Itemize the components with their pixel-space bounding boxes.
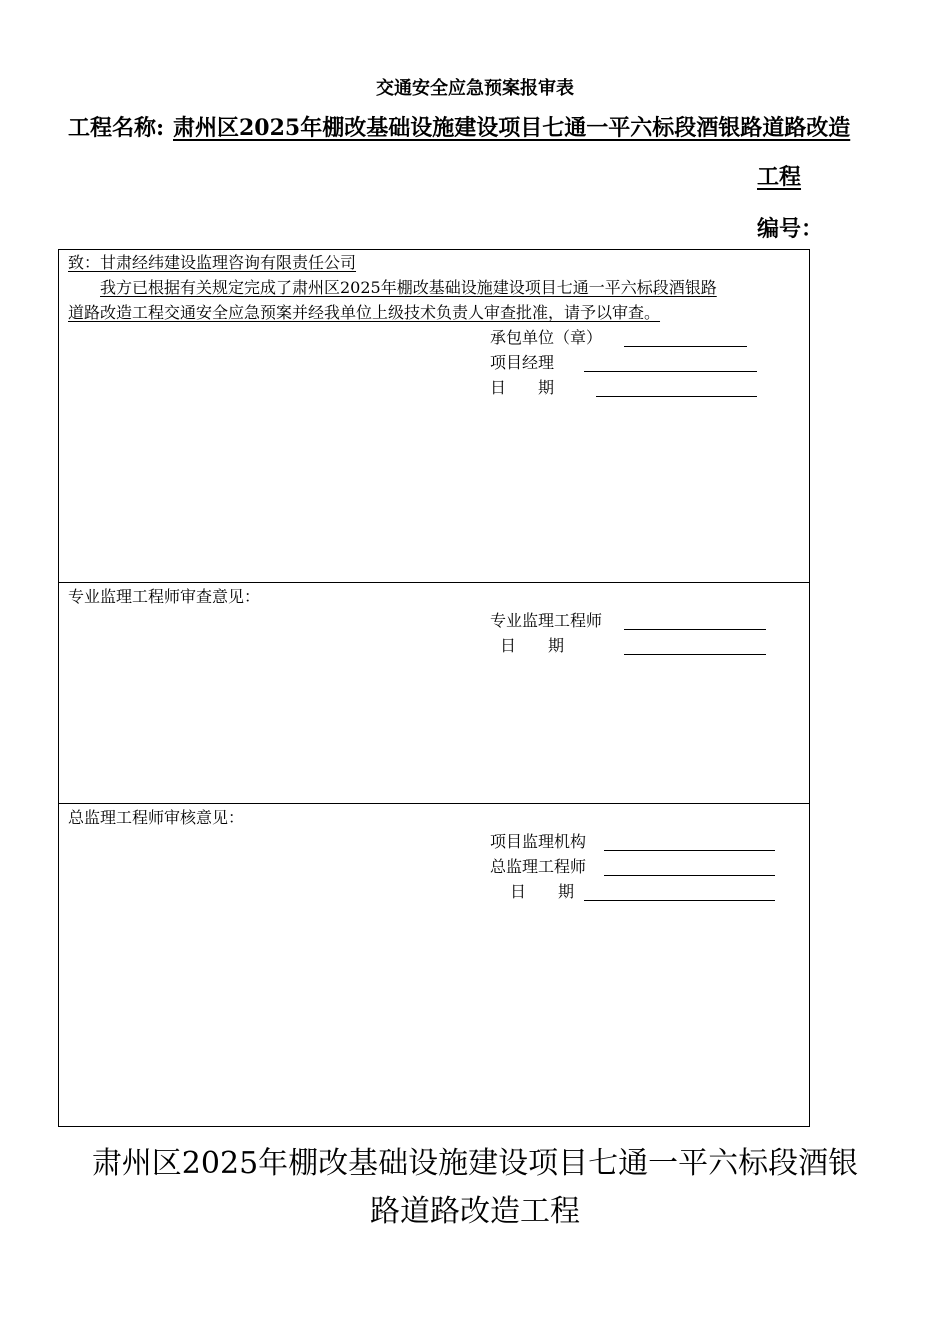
engineer-review-cell (59, 583, 809, 804)
project-manager-signature-line[interactable] (584, 371, 757, 372)
submission-body-line-2: 道路改造工程交通安全应急预案并经我单位上级技术负责人审查批准，请予以审查。 (68, 303, 661, 322)
engineer-date-line[interactable] (624, 654, 766, 655)
project-name-value: 肃州区2025年棚改基础设施建设项目七通一平六标段酒银路道路改造 (173, 115, 851, 141)
supervision-org-label: 项目监理机构 (490, 832, 587, 851)
serial-number-label: 编号： (757, 216, 824, 242)
footer-project-title-line-2: 路道路改造工程 (370, 1194, 580, 1229)
supervision-org-signature-line[interactable] (604, 850, 775, 851)
chief-engineer-label: 总监理工程师 (490, 857, 587, 876)
contractor-unit-signature-line[interactable] (624, 346, 747, 347)
specialist-engineer-label: 专业监理工程师 (490, 611, 603, 630)
contractor-date-label: 日 期 (490, 378, 555, 397)
footer-project-title-line-1: 肃州区2025年棚改基础设施建设项目七通一平六标段酒银 (91, 1146, 859, 1181)
engineer-date-label: 日 期 (500, 636, 565, 655)
document-title: 交通安全应急预案报审表 (376, 78, 574, 99)
chief-engineer-review-cell (59, 804, 809, 1128)
contractor-date-line[interactable] (596, 396, 757, 397)
contractor-unit-label: 承包单位（章） (490, 328, 603, 347)
chief-date-line[interactable] (584, 900, 775, 901)
engineer-review-heading: 专业监理工程师审查意见： (68, 587, 261, 606)
specialist-engineer-signature-line[interactable] (624, 629, 766, 630)
project-manager-label: 项目经理 (490, 353, 555, 372)
contractor-submission-cell (59, 250, 809, 583)
chief-review-heading: 总监理工程师审核意见： (68, 808, 245, 827)
project-name-value-continued: 工程 (757, 164, 802, 190)
approval-form-table (58, 249, 810, 1127)
addressee-line: 致：甘肃经纬建设监理咨询有限责任公司 (68, 253, 357, 272)
project-name-label: 工程名称: (68, 115, 165, 141)
chief-date-label: 日 期 (510, 882, 575, 901)
submission-body-line-1: 我方已根据有关规定完成了肃州区2025年棚改基础设施建设项目七通一平六标段酒银路 (100, 278, 717, 297)
chief-engineer-signature-line[interactable] (604, 875, 775, 876)
